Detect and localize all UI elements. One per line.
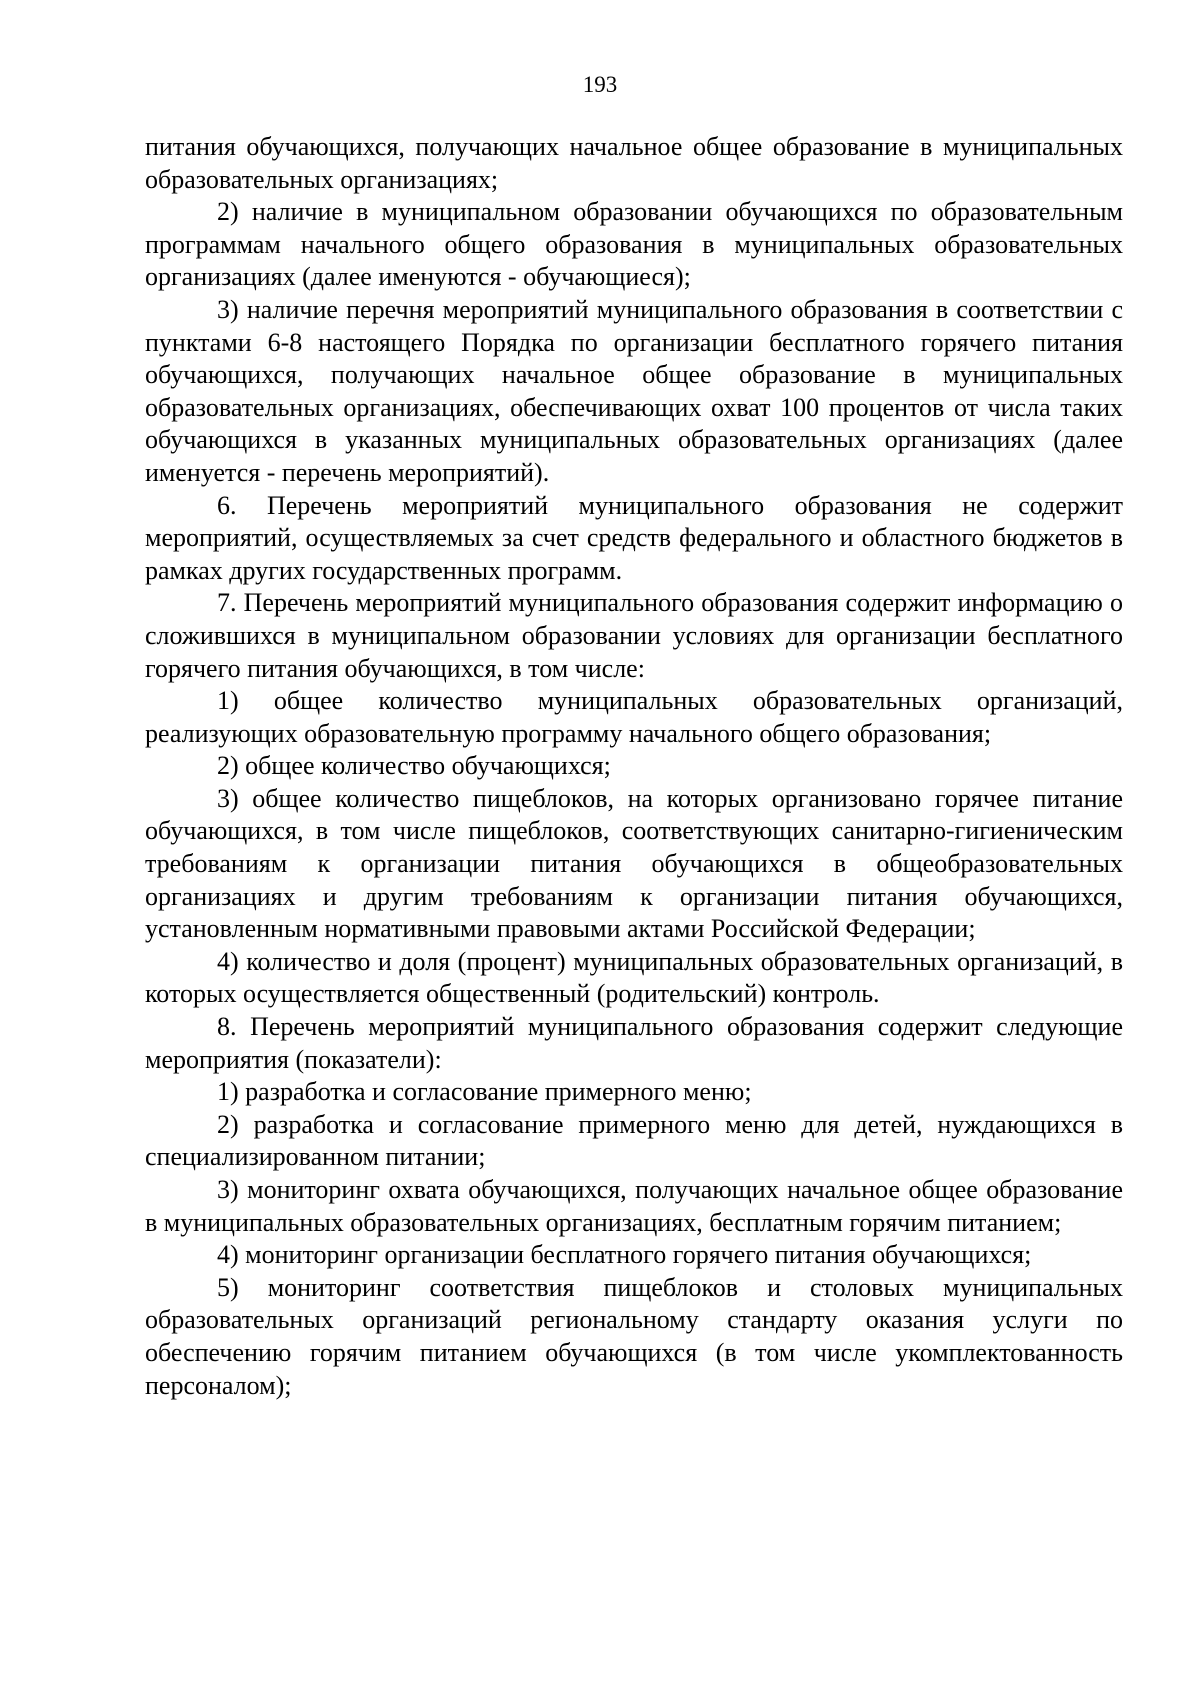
paragraph: 3) общее количество пищеблоков, на которых организовано горячее питание обучающихся, в том числе пищеблоков, соответствующих санитарно-гигиеническим требованиям к организации питания обучающихся в общеобразовательных организациях и другим требованиям к организации питания обучающихся, установленным нормативными правовыми актами Российской Федерации; bbox=[145, 783, 1123, 944]
page-number: 193 bbox=[582, 72, 618, 97]
paragraph: 2) общее количество обучающихся; bbox=[217, 751, 611, 781]
paragraph: питания обучающихся, получающих начальное общее образование в муниципальных образовательных организациях; bbox=[145, 132, 1123, 194]
paragraph: 2) разработка и согласование примерного меню для детей, нуждающихся в специализированном питании; bbox=[145, 1109, 1123, 1172]
paragraph: 5) мониторинг соответствия пищеблоков и столовых муниципальных образовательных организаций региональному стандарту оказания услуги по обеспечению горячим питанием обучающихся (в том числе укомплектованность персоналом); bbox=[145, 1272, 1123, 1400]
paragraph: 7. Перечень мероприятий муниципального образования содержит информацию о сложившихся в муниципальном образовании условиях для организации бесплатного горячего питания обучающихся, в том числе: bbox=[145, 588, 1123, 683]
paragraph: 2) наличие в муниципальном образовании обучающихся по образовательным программам начального общего образования в муниципальных образовательных организациях (далее именуются - обучающиеся); bbox=[145, 197, 1123, 292]
paragraph: 1) общее количество муниципальных образовательных организаций, реализующих образовательную программу начального общего образования; bbox=[145, 686, 1123, 748]
paragraph: 1) разработка и согласование примерного меню; bbox=[217, 1077, 752, 1107]
document-body bbox=[145, 131, 1123, 1402]
paragraph: 4) мониторинг организации бесплатного горячего питания обучающихся; bbox=[217, 1240, 1032, 1270]
paragraph: 3) мониторинг охвата обучающихся, получающих начальное общее образование в муниципальных образовательных организациях, бесплатным горячим питанием; bbox=[145, 1175, 1123, 1237]
paragraph: 6. Перечень мероприятий муниципального образования не содержит мероприятий, осуществляемых за счет средств федерального и областного бюджетов в рамках других государственных программ. bbox=[145, 490, 1123, 585]
paragraph: 4) количество и доля (процент) муниципальных образовательных организаций, в которых осуществляется общественный (родительский) контроль. bbox=[145, 946, 1123, 1009]
paragraph: 3) наличие перечня мероприятий муниципального образования в соответствии с пунктами 6-8 настоящего Порядка по организации бесплатного горячего питания обучающихся, получающих начальное общее образование в муниципальных образовательных организациях, обеспечивающих охват 100 процентов от числа таких обучающихся в указанных муниципальных образовательных организациях (далее именуется - перечень мероприятий). bbox=[145, 294, 1123, 487]
paragraph: 8. Перечень мероприятий муниципального образования содержит следующие мероприятия (показатели): bbox=[145, 1012, 1123, 1074]
